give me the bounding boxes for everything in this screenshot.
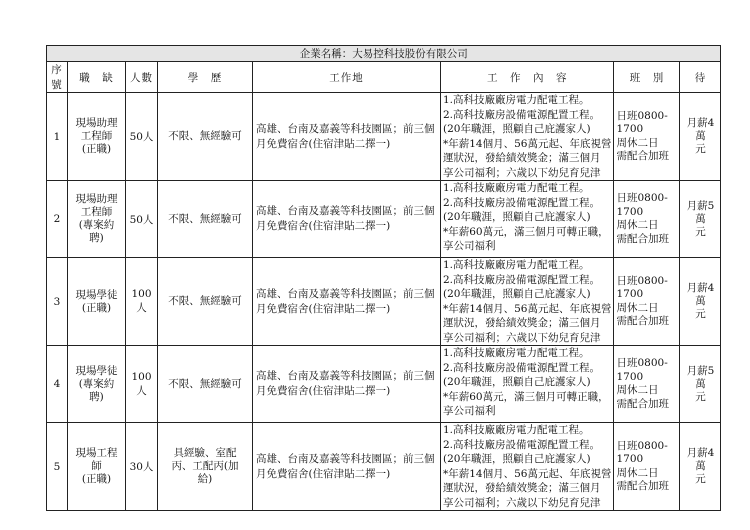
recruitment-document (46, 45, 721, 511)
position-cell (68, 181, 126, 258)
headcount: 100人 (126, 258, 158, 346)
shift-line: 需配合加班 (616, 150, 669, 162)
pay-line: 元 (695, 308, 706, 320)
row-number: 4 (47, 346, 68, 423)
position-line: 師 (91, 460, 102, 472)
header-row (47, 62, 721, 93)
pay-line: 月薪5萬 (686, 199, 715, 225)
shift-cell (614, 346, 680, 423)
headcount: 50人 (126, 93, 158, 181)
shift-line: 周休二日 (616, 136, 659, 149)
position-cell (68, 346, 126, 423)
header-pay: 待 (680, 62, 721, 93)
table-row (47, 93, 721, 181)
row-number: 5 (47, 423, 68, 511)
duty-line: 2.高科技廠房設備電源配置工程。 (443, 196, 601, 209)
shift-cell (614, 423, 680, 511)
pay-line: 元 (695, 390, 706, 403)
duty-line: (20年職涯，照顧自己庇護家人) (443, 123, 591, 135)
header-shift: 班 別 (614, 62, 680, 93)
duty-line: (20年職涯，照顧自己庇護家人) (443, 288, 591, 300)
duty-line: *年薪14個月、56萬元起、年底視營 (443, 137, 612, 150)
position-line: 現場助理 (75, 193, 118, 205)
shift-line: 日班0800- (616, 357, 668, 369)
shift-line: 周休二日 (616, 301, 659, 314)
shift-line: 1700 (616, 205, 644, 218)
duty-line: 運狀況，發給績效獎金；滿三個月 (443, 317, 601, 329)
duties-cell (441, 423, 614, 511)
company-cell (47, 46, 721, 62)
shift-line: 需配合加班 (616, 315, 669, 327)
location-cell: 高雄、台南及嘉義等科技園區；前三個月免費宿舍(住宿津貼二擇一) (253, 423, 441, 511)
pay-line: 月薪4萬 (686, 282, 715, 307)
header-duties: 工 作 內 容 (441, 62, 614, 93)
education-line: 丙、工配丙(加 (171, 460, 239, 472)
duty-line: *年薪14個月、56萬元起、年底視營 (443, 467, 612, 480)
location-cell: 高雄、台南及嘉義等科技園區；前三個月免費宿舍(住宿津貼二擇一) (253, 258, 441, 346)
shift-line: 1700 (616, 370, 644, 383)
position-line: 工程師 (80, 206, 113, 218)
table-row (47, 181, 721, 258)
shift-line: 日班0800- (616, 192, 668, 204)
headcount: 50人 (126, 181, 158, 258)
duty-line: 享公司福利；六歲以下幼兒育兒津 (443, 496, 601, 509)
pay-cell (680, 423, 721, 511)
education-line: 給) (197, 473, 213, 485)
education-cell (158, 93, 253, 181)
position-line: (專案約 (78, 377, 115, 390)
header-count: 人數 (126, 62, 158, 93)
company-row (47, 46, 721, 62)
duty-line: 享公司福利 (443, 240, 496, 252)
pay-cell (680, 258, 721, 346)
company-name: 大易控科技股份有限公司 (352, 48, 468, 60)
position-line: 聘) (89, 390, 104, 403)
shift-line: 需配合加班 (616, 397, 669, 410)
shift-line: 周休二日 (616, 219, 659, 231)
pay-line: 元 (695, 143, 706, 155)
pay-line: 月薪5萬 (686, 364, 715, 390)
duty-line: 運狀況，發給績效獎金；滿三個月 (443, 152, 601, 164)
position-line: (正職) (81, 473, 112, 485)
shift-line: 日班0800- (616, 109, 668, 122)
duties-cell (441, 93, 614, 181)
shift-line: 日班0800- (616, 439, 668, 452)
duty-line: 運狀況，發給績效獎金；滿三個月 (443, 482, 601, 494)
duty-line: 享公司福利 (443, 405, 496, 417)
header-location: 工作地 (253, 62, 441, 93)
education-cell (158, 181, 253, 258)
pay-line: 月薪4萬 (686, 117, 715, 142)
position-cell (68, 423, 126, 511)
duty-line: *年薪14個月、56萬元起、年底視營 (443, 302, 612, 315)
duties-cell (441, 258, 614, 346)
table-body (47, 93, 721, 511)
shift-cell (614, 181, 680, 258)
position-line: 聘) (89, 232, 104, 244)
shift-line: 需配合加班 (616, 480, 669, 492)
shift-line: 周休二日 (616, 384, 659, 396)
shift-line: 1700 (616, 288, 644, 300)
duty-line: (20年職涯，照顧自己庇護家人) (443, 211, 591, 223)
shift-line: 需配合加班 (616, 232, 669, 245)
position-line: (專案約 (78, 219, 115, 231)
education-line: 不限、無經驗可 (168, 212, 242, 225)
pay-line: 元 (695, 473, 706, 485)
education-line: 具經驗、室配 (173, 447, 237, 459)
pay-line: 元 (695, 225, 706, 238)
table-row (47, 346, 721, 423)
education-line: 不限、無經驗可 (168, 377, 242, 390)
headcount: 100人 (126, 346, 158, 423)
duty-line: (20年職涯，照顧自己庇護家人) (443, 376, 591, 388)
row-number: 1 (47, 93, 68, 181)
duty-line: 2.高科技廠房設備電源配置工程。 (443, 361, 601, 374)
pay-cell (680, 346, 721, 423)
duty-line: 2.高科技廠房設備電源配置工程。 (443, 438, 601, 451)
pay-cell (680, 181, 721, 258)
education-line: 不限、無經驗可 (168, 130, 242, 142)
shift-line: 周休二日 (616, 466, 659, 479)
position-line: 現場學徒 (75, 364, 118, 377)
pay-line: 月薪4萬 (686, 447, 715, 472)
location-cell: 高雄、台南及嘉義等科技園區；前三個月免費宿舍(住宿津貼二擇一) (253, 93, 441, 181)
position-cell (68, 258, 126, 346)
row-number: 2 (47, 181, 68, 258)
duty-line: 1.高科技廠廠房電力配電工程。 (443, 182, 590, 194)
pay-cell (680, 93, 721, 181)
company-label: 企業名稱： (299, 48, 353, 60)
shift-cell (614, 93, 680, 181)
duty-line: 1.高科技廠廠房電力配電工程。 (443, 259, 590, 271)
duty-line: 2.高科技廠房設備電源配置工程。 (443, 273, 601, 286)
position-line: 現場助理 (75, 117, 118, 129)
education-cell (158, 258, 253, 346)
position-line: 工程師 (80, 130, 113, 142)
duty-line: (20年職涯，照顧自己庇護家人) (443, 453, 591, 465)
education-cell (158, 346, 253, 423)
duty-line: *年薪60萬元，滿三個月可轉正職， (443, 225, 609, 238)
position-line: 現場工程 (75, 447, 118, 459)
duty-line: 1.高科技廠廠房電力配電工程。 (443, 424, 590, 436)
duty-line: 1.高科技廠廠房電力配電工程。 (443, 94, 590, 106)
shift-line: 日班0800- (616, 274, 668, 287)
duty-line: 享公司福利；六歲以下幼兒育兒津 (443, 166, 601, 179)
position-cell (68, 93, 126, 181)
duties-cell (441, 346, 614, 423)
position-line: (正職) (81, 301, 112, 314)
table-row (47, 258, 721, 346)
header-position: 職 缺 (68, 62, 126, 93)
shift-line: 1700 (616, 123, 644, 135)
education-cell (158, 423, 253, 511)
education-line: 不限、無經驗可 (168, 295, 242, 307)
row-number: 3 (47, 258, 68, 346)
location-cell: 高雄、台南及嘉義等科技園區；前三個月免費宿舍(住宿津貼二擇一) (253, 181, 441, 258)
header-education: 學 歷 (158, 62, 253, 93)
headcount: 30人 (126, 423, 158, 511)
job-table (46, 45, 721, 511)
duty-line: *年薪60萬元，滿三個月可轉正職， (443, 390, 609, 403)
position-line: 現場學徒 (75, 288, 118, 301)
duty-line: 享公司福利；六歲以下幼兒育兒津 (443, 331, 601, 344)
location-cell: 高雄、台南及嘉義等科技園區；前三個月免費宿舍(住宿津貼二擇一) (253, 346, 441, 423)
duties-cell (441, 181, 614, 258)
table-row (47, 423, 721, 511)
header-no: 序號 (47, 62, 68, 93)
position-line: (正職) (81, 143, 112, 155)
shift-cell (614, 258, 680, 346)
duty-line: 2.高科技廠房設備電源配置工程。 (443, 108, 601, 121)
duty-line: 1.高科技廠廠房電力配電工程。 (443, 347, 590, 359)
shift-line: 1700 (616, 453, 644, 465)
